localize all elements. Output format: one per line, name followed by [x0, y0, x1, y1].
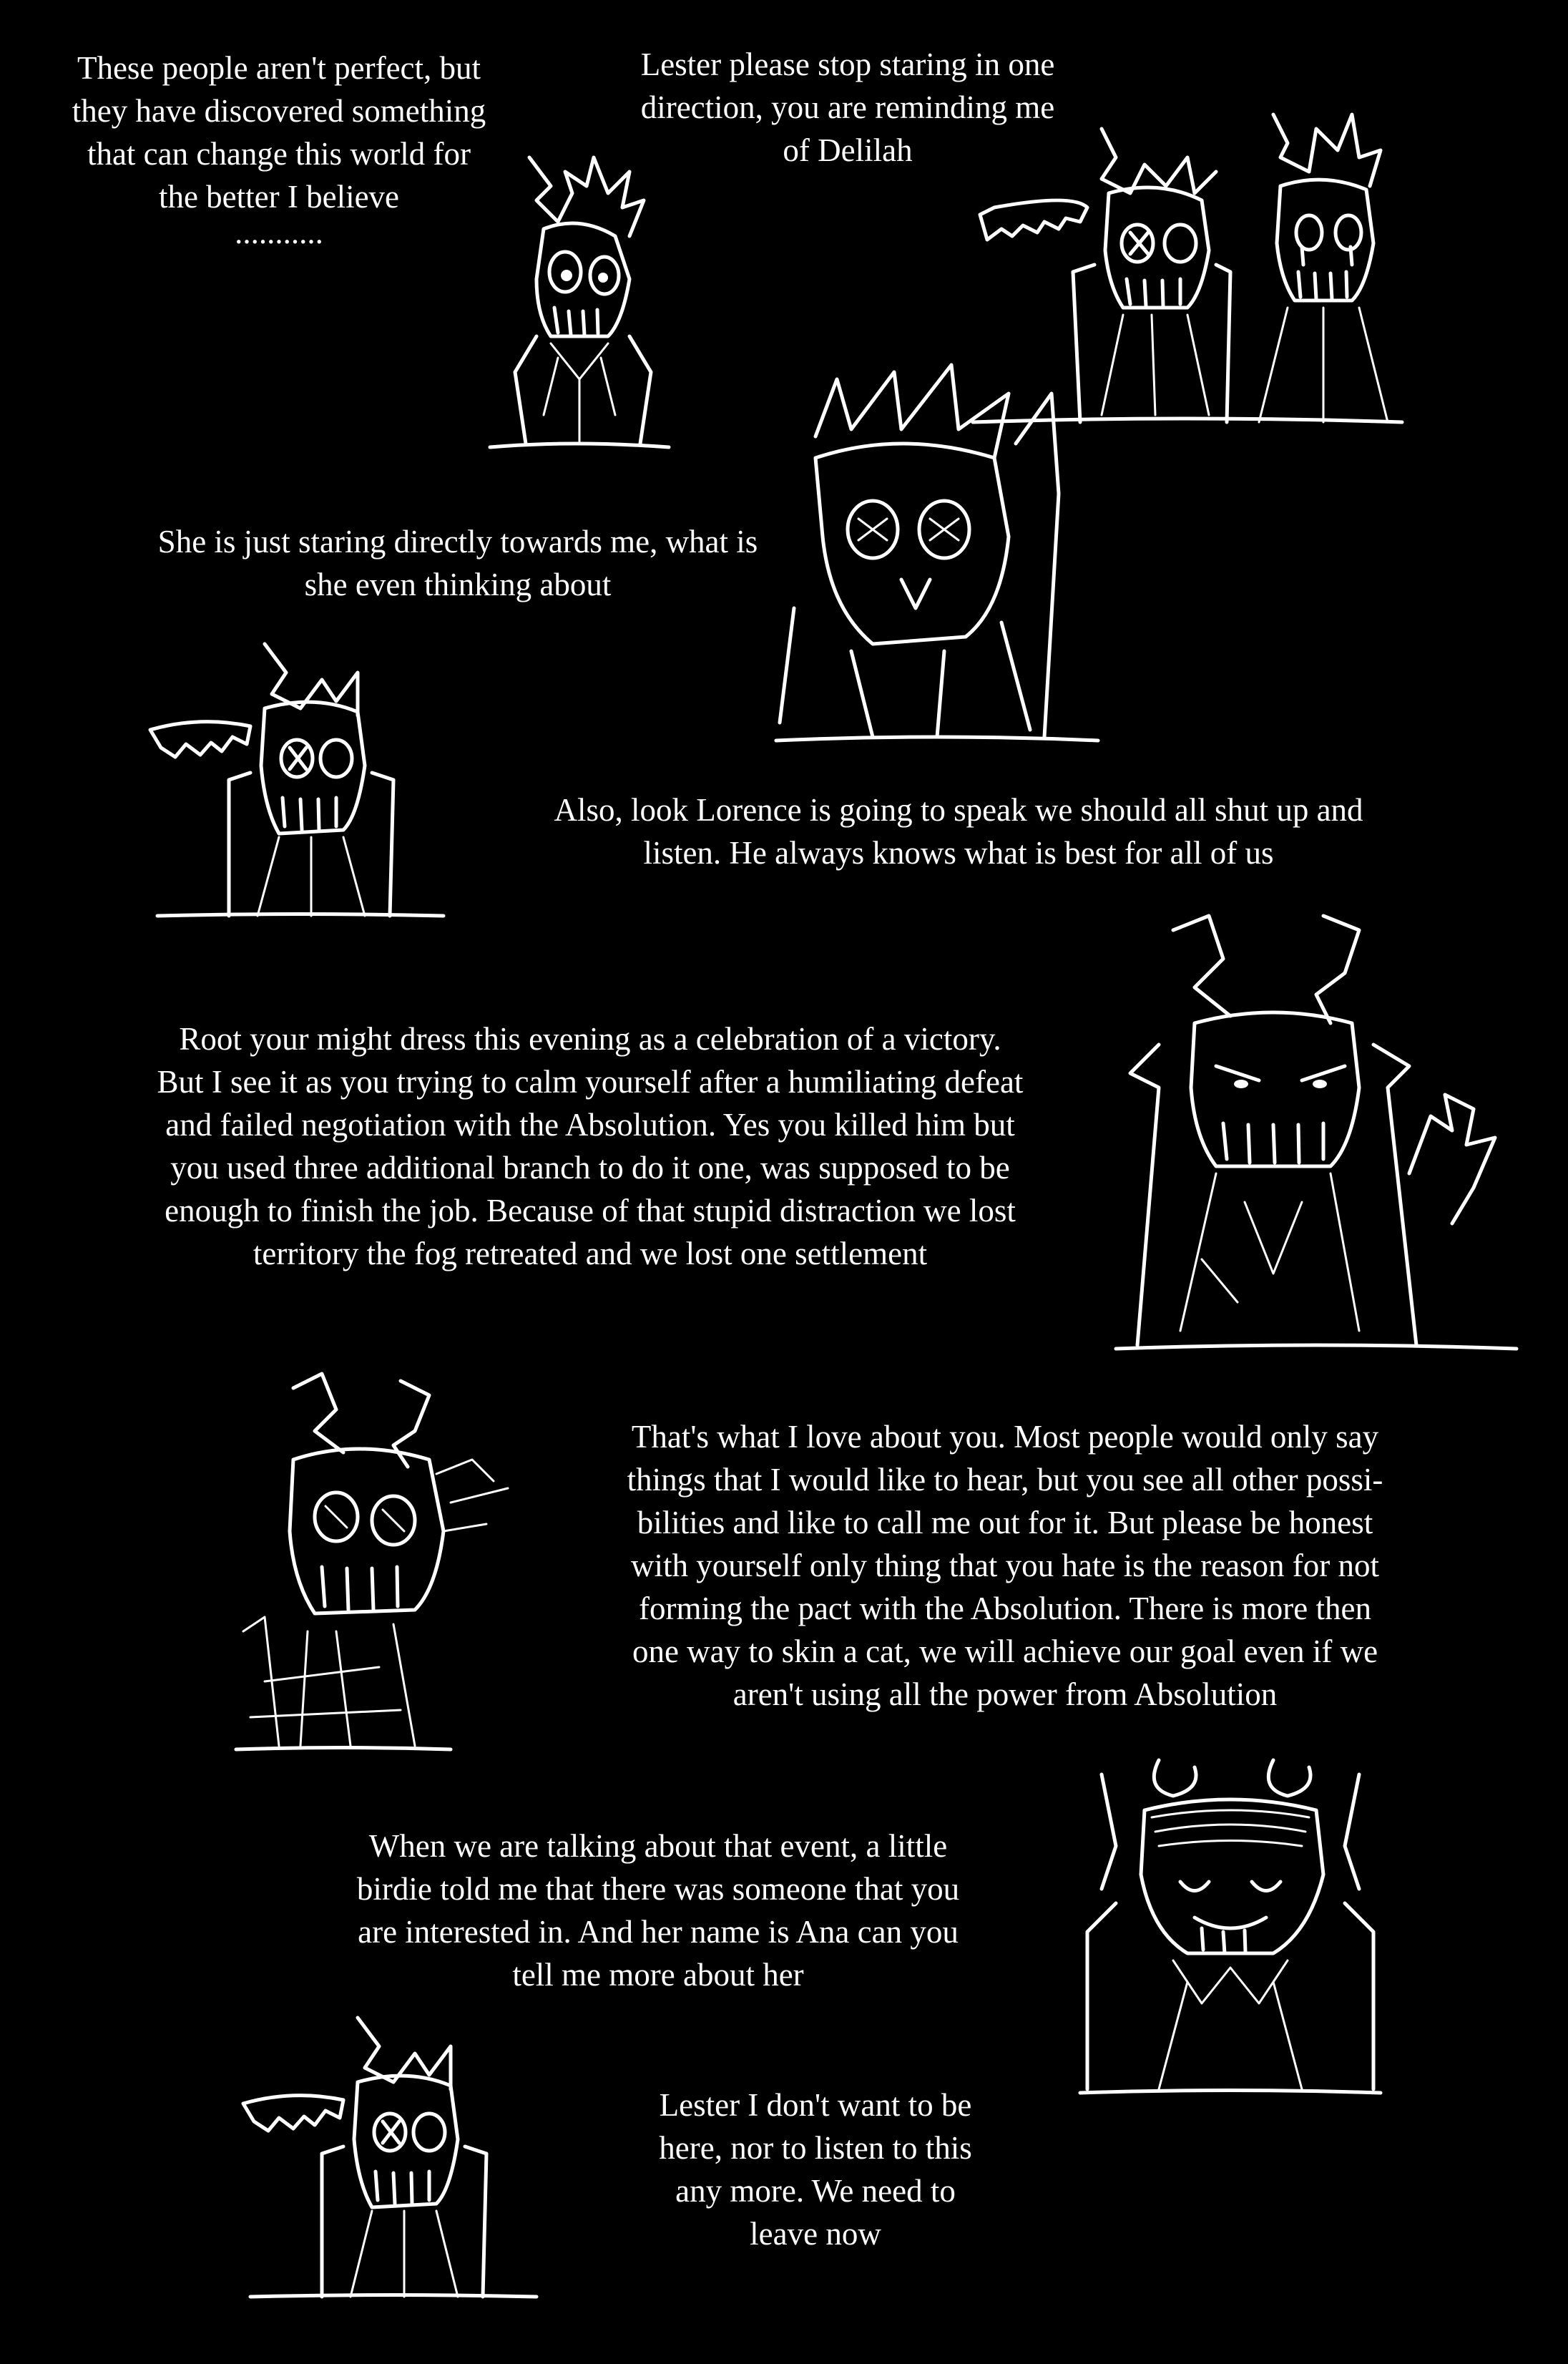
caption-line: birdie told me that there was someone that you [356, 1871, 960, 1907]
caption-line: aren't using all the power from Absolution [732, 1676, 1278, 1712]
caption-line: ........... [235, 215, 323, 250]
caption-line: These people aren't perfect, but [77, 50, 481, 86]
caption-line: the better I believe [158, 179, 400, 215]
caption-line: She is just staring directly towards me, what is [157, 524, 758, 560]
caption-line: enough to finish the job. Because of that stupid distraction we lost [165, 1193, 1016, 1229]
caption-line: Lester please stop staring in one [640, 47, 1055, 82]
caption-line: that can change this world for [87, 136, 471, 172]
caption-line: you used three additional branch to do it one, was supposed to be [170, 1150, 1010, 1186]
caption-line: forming the pact with the Absolution. There is more then [639, 1591, 1371, 1626]
dialogue-caption-1 [43, 47, 515, 250]
character-drawing-seated-leaving [236, 2003, 544, 2311]
character-drawing-sketch [236, 1359, 536, 1760]
caption-line: things that I would like to hear, but you see all other possi- [627, 1462, 1383, 1498]
caption-line: she even thinking about [304, 567, 612, 602]
caption-line: That's what I love about you. Most people would only say [631, 1419, 1379, 1455]
caption-line: Root your might dress this evening as a celebration of a victory. [179, 1021, 1001, 1057]
caption-line: of Delilah [783, 132, 913, 168]
caption-line: with yourself only thing that you hate is the reason for not [630, 1548, 1380, 1583]
caption-line: direction, you are reminding me [640, 89, 1055, 125]
dialogue-caption-8 [615, 2084, 1016, 2255]
caption-line: territory the fog retreated and we lost one settlement [253, 1236, 928, 1271]
caption-line: here, nor to listen to this [659, 2130, 972, 2166]
caption-line: Lester I don't want to be [659, 2087, 972, 2123]
caption-line: they have discovered something [72, 93, 486, 129]
caption-line: one way to skin a cat, we will achieve our goal even if we [632, 1633, 1378, 1669]
dialogue-caption-4 [486, 788, 1431, 874]
caption-line: tell me more about her [512, 1957, 804, 1993]
character-drawing-swirl [1073, 1746, 1388, 2104]
dialogue-caption-3 [100, 520, 815, 606]
caption-line: When we are talking about that event, a little [368, 1828, 948, 1864]
dialogue-caption-6 [579, 1415, 1431, 1716]
dialogue-caption-5 [72, 1017, 1109, 1275]
character-drawing-lorence [1116, 902, 1516, 1359]
caption-line: are interested in. And her name is Ana can you [358, 1914, 959, 1950]
caption-line: Also, look Lorence is going to speak we should all shut up and [554, 792, 1363, 828]
character-drawing-staring [486, 143, 672, 465]
caption-line: But I see it as you trying to calm yourself after a humiliating defeat [157, 1064, 1024, 1100]
caption-line: bilities and like to call me out for it. But please be honest [637, 1505, 1373, 1540]
caption-line: listen. He always knows what is best for all of us [643, 835, 1274, 871]
caption-line: any more. We need to [675, 2173, 956, 2209]
caption-line: and failed negotiation with the Absolution. Yes you killed him but [165, 1107, 1015, 1143]
character-drawing-seated [143, 630, 451, 930]
caption-line: leave now [750, 2216, 881, 2252]
dialogue-caption-7 [300, 1825, 1016, 1996]
character-drawing-direct-stare [773, 351, 1102, 751]
